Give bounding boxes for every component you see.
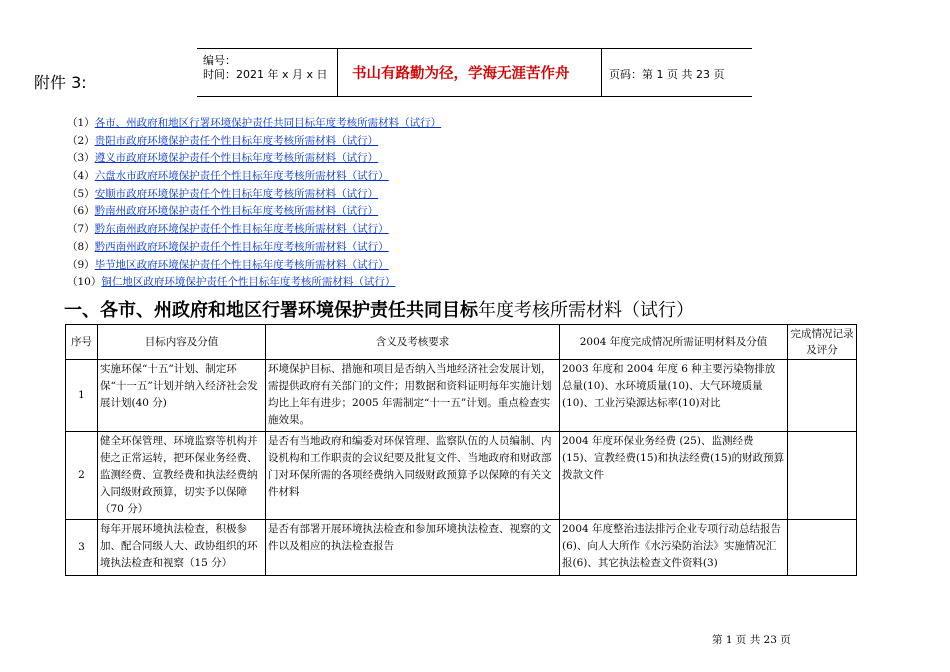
table-header-row (66, 325, 857, 360)
toc-link[interactable]: 贵阳市政府环境保护责任个性目标年度考核所需材料（试行） (94, 134, 379, 147)
row-target: 实施环保“十五”计划、制定环保“十一五”计划并纳入经济社会发展计划(40 分) (98, 360, 266, 432)
header-bottom-rule (197, 96, 752, 97)
toc-item (67, 221, 441, 239)
header-divider-right (601, 48, 602, 97)
header-top-rule (197, 48, 752, 49)
assessment-table (65, 324, 857, 576)
page-footer: 第 1 页 共 23 页 (712, 634, 791, 646)
toc-item-number: （9） (67, 258, 95, 271)
document-time: 时间：2021 年 x 月 x 日 (203, 68, 328, 81)
row-score (788, 432, 857, 520)
header-requirement: 含义及考核要求 (266, 325, 560, 360)
toc-item-number: （2） (67, 134, 95, 147)
toc-link[interactable]: 各市、州政府和地区行署环境保护责任共同目标年度考核所需材料（试行） (94, 117, 442, 129)
toc-item-number: （1） (67, 117, 95, 129)
toc-item (67, 133, 441, 151)
toc-item-number: （5） (67, 187, 95, 200)
toc-link[interactable]: 黔东南州政府环境保护责任个性目标年度考核所需材料（试行） (94, 223, 389, 236)
header-target: 目标内容及分值 (98, 325, 266, 360)
row-score (788, 520, 857, 576)
toc-link[interactable]: 遵义市政府环境保护责任个性目标年度考核所需材料（试行） (94, 152, 379, 165)
header-divider-left (337, 48, 338, 97)
toc-item (67, 203, 441, 221)
row-seq: 1 (66, 360, 98, 432)
row-target: 每年开展环境执法检查，积极参加、配合同级人大、政协组织的环境执法检查和视察（15 分） (98, 520, 266, 576)
toc-item-number: （4） (67, 170, 95, 183)
toc-item (67, 168, 441, 186)
row-evidence: 2003 年度和 2004 年度 6 种主要污染物排放总量(10)、水环境质量(10)、大气环境质量(10)、工业污染源达标率(10)对比 (560, 360, 788, 432)
header-score: 完成情况记录及评分 (788, 325, 857, 360)
toc-link[interactable]: 毕节地区政府环境保护责任个性目标年度考核所需材料（试行） (94, 258, 389, 271)
toc-link[interactable]: 铜仁地区政府环境保护责任个性目标年度考核所需材料（试行） (101, 276, 396, 289)
section-title-tail: 年度考核所需材料（试行） (478, 300, 694, 321)
header-seq: 序号 (66, 325, 98, 360)
toc-item (67, 186, 441, 204)
document-number-label: 编号： (203, 54, 236, 67)
table-of-contents (67, 115, 441, 292)
table-row (66, 432, 857, 520)
toc-item (67, 274, 441, 292)
row-evidence: 2004 年度环保业务经费 (25)、监测经费(15)、宣教经费(15)和执法经费(15)的财政预算拨款文件 (560, 432, 788, 520)
row-score (788, 360, 857, 432)
toc-item (67, 150, 441, 168)
toc-item-number: （7） (67, 223, 95, 236)
toc-item (67, 257, 441, 275)
toc-link[interactable]: 黔南州政府环境保护责任个性目标年度考核所需材料（试行） (94, 205, 379, 218)
header-evidence: 2004 年度完成情况所需证明材料及分值 (560, 325, 788, 360)
toc-item-number: （8） (67, 240, 95, 253)
header-page-number: 页码：第 1 页 共 23 页 (609, 68, 725, 81)
header-motto: 书山有路勤为径，学海无涯苦作舟 (352, 66, 570, 82)
toc-item-number: （3） (67, 152, 95, 165)
row-evidence: 2004 年度整治违法排污企业专项行动总结报告(6)、向人大所作《水污染防治法》实施情况汇报(6)、其它执法检查文件资料(3) (560, 520, 788, 576)
toc-link[interactable]: 安顺市政府环境保护责任个性目标年度考核所需材料（试行） (94, 187, 379, 200)
row-requirement: 是否有部署开展环境执法检查和参加环境执法检查、视察的文件以及相应的执法检查报告 (266, 520, 560, 576)
row-seq: 2 (66, 432, 98, 520)
toc-link[interactable]: 六盘水市政府环境保护责任个性目标年度考核所需材料（试行） (94, 170, 389, 183)
row-requirement: 环境保护目标、措施和项目是否纳入当地经济社会发展计划，需提供政府有关部门的文件；用数据和资料证明每年实施计划均比上年有进步；2005 年需制定“十一五”计划。重点检查实施效果。 (266, 360, 560, 432)
table-row (66, 360, 857, 432)
row-target: 健全环保管理、环境监察等机构并使之正常运转，把环保业务经费、监测经费、宣教经费和执法经费纳入同级财政预算，切实予以保障（70 分） (98, 432, 266, 520)
table-row (66, 520, 857, 576)
toc-item (67, 115, 441, 133)
toc-item (67, 239, 441, 257)
section-title-main: 一、各市、州政府和地区行署环境保护责任共同目标 (64, 300, 478, 321)
row-seq: 3 (66, 520, 98, 576)
toc-link[interactable]: 黔西南州政府环境保护责任个性目标年度考核所需材料（试行） (94, 240, 389, 253)
section-title (64, 296, 694, 322)
toc-item-number: （6） (67, 205, 95, 218)
attachment-label: 附件 3: (34, 73, 87, 92)
row-requirement: 是否有当地政府和编委对环保管理、监察队伍的人员编制、内设机构和工作职责的会议纪要及批复文件、当地政府和财政部门对环保所需的各项经费纳入同级财政预算予以保障的有关文件材料 (266, 432, 560, 520)
toc-item-number: （10） (67, 276, 102, 289)
